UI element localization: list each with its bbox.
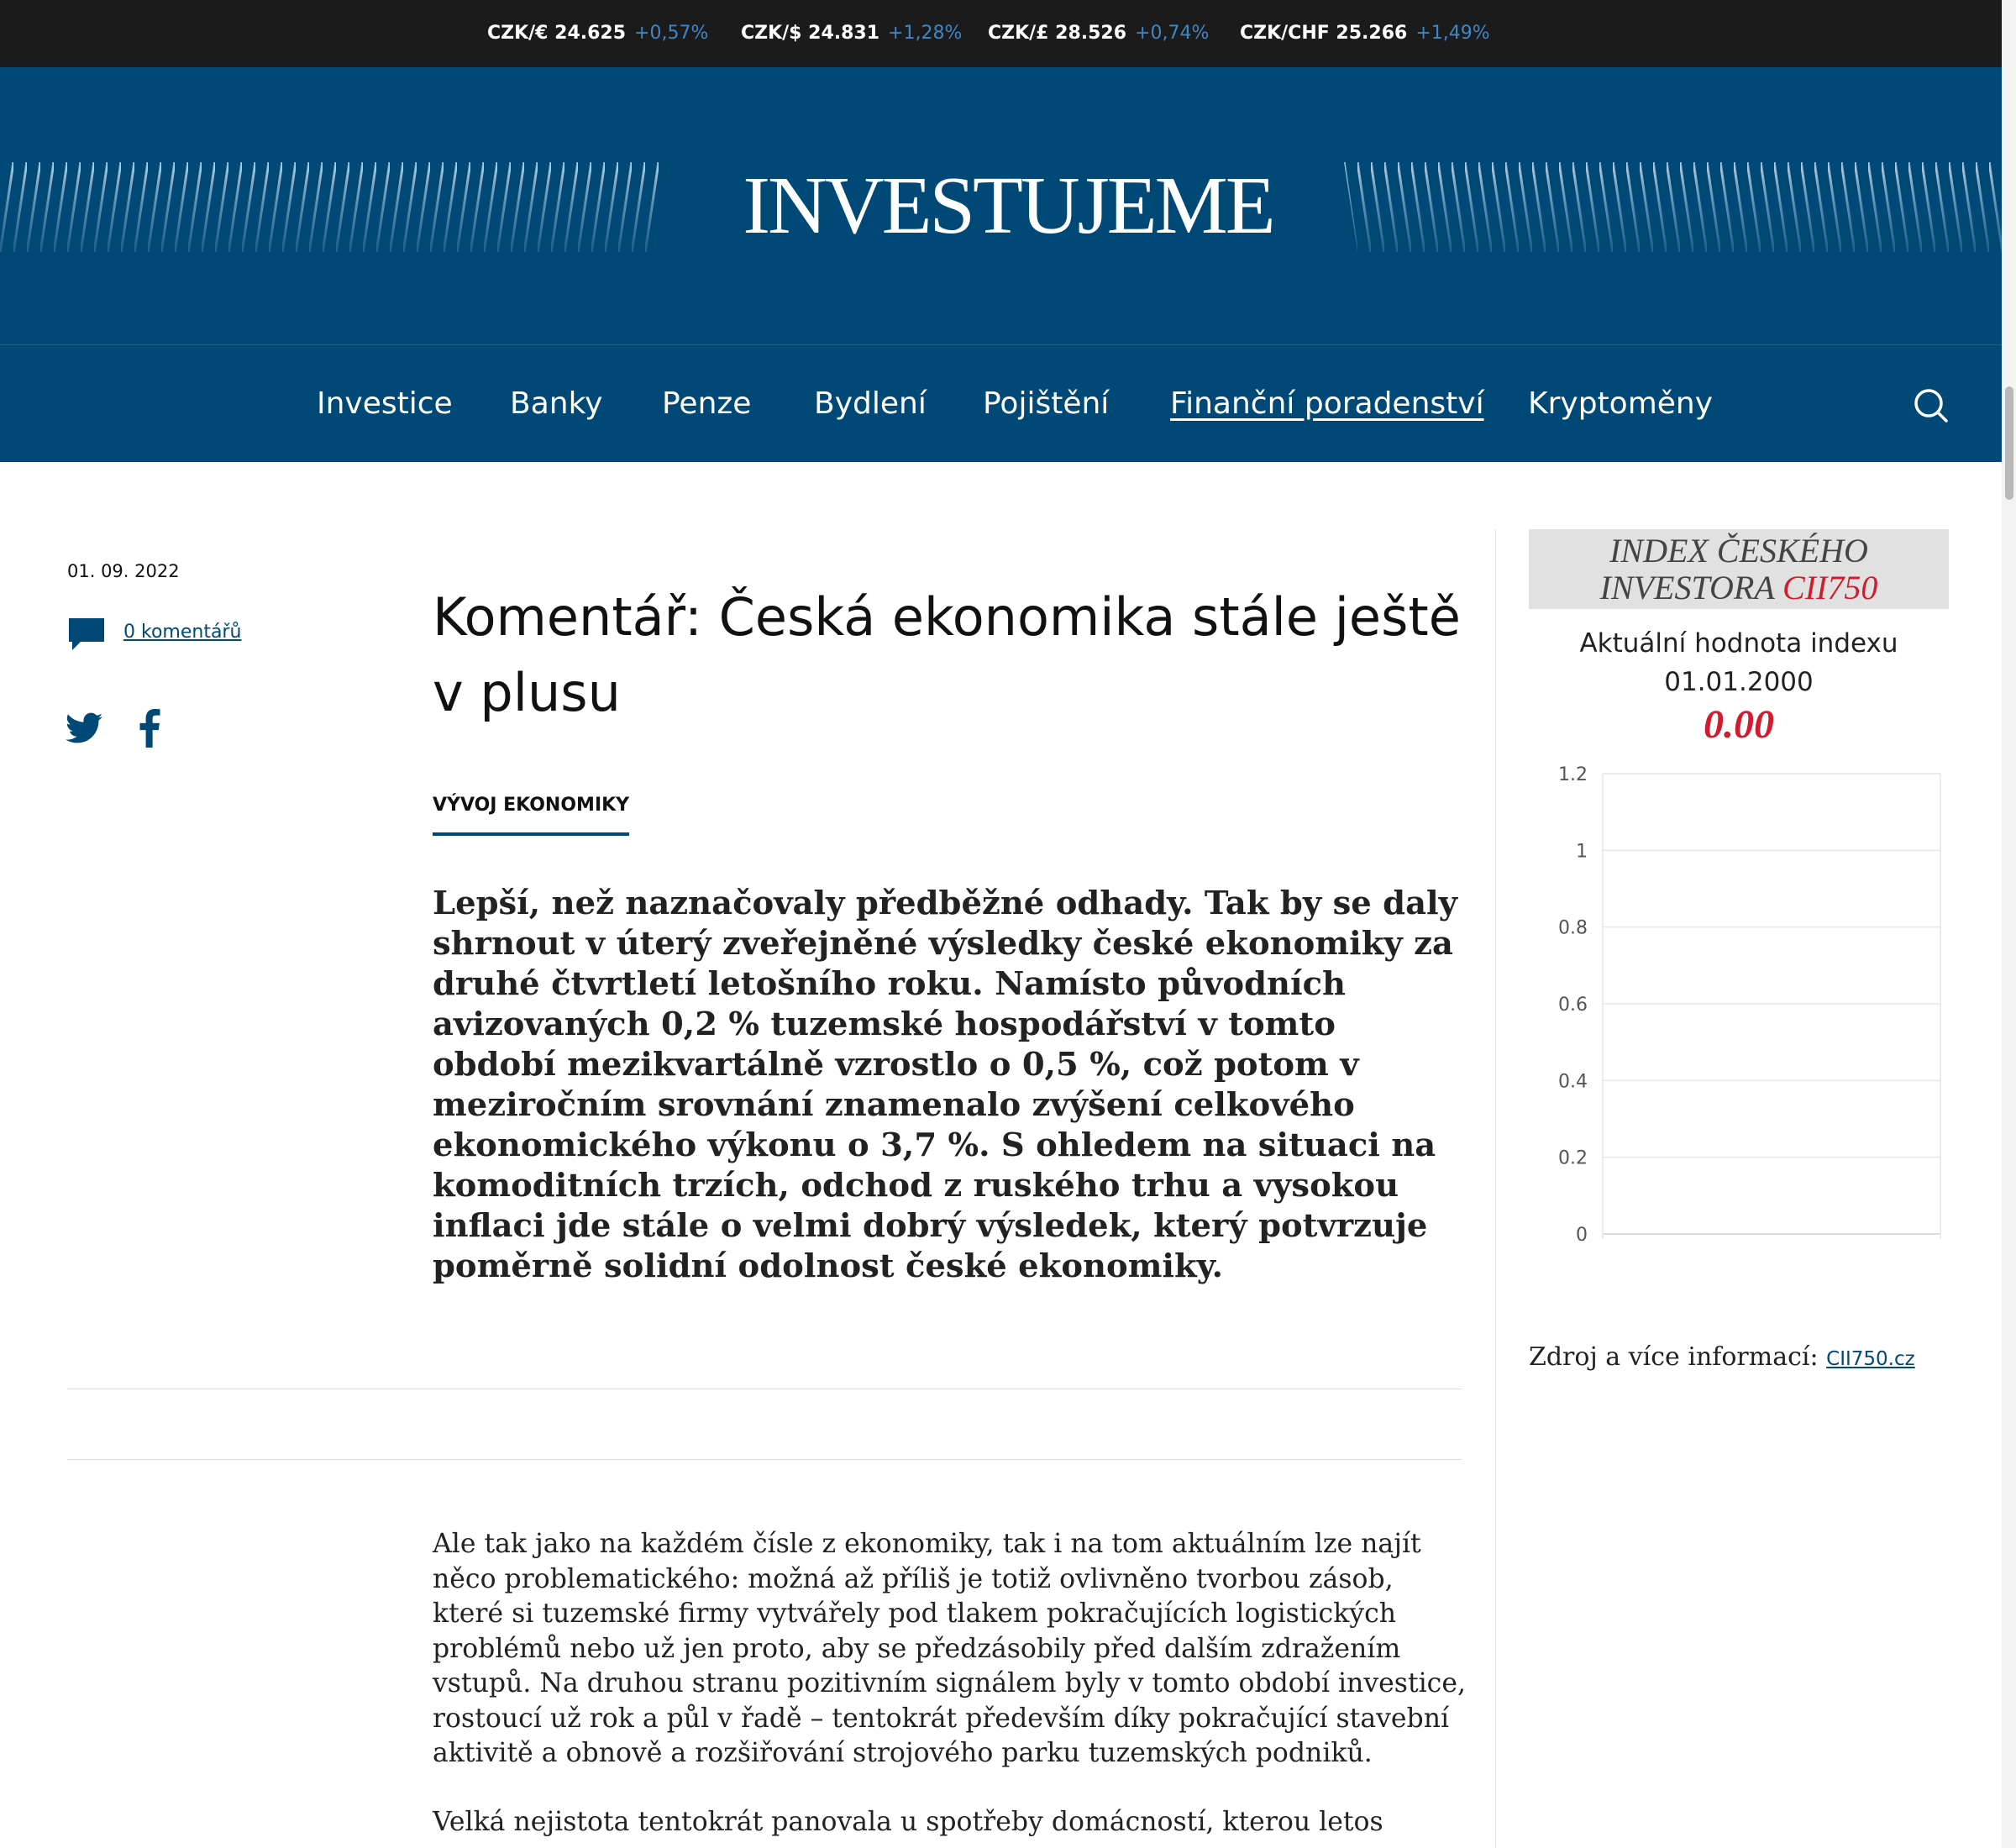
facebook-icon[interactable] [139, 709, 160, 748]
masthead [0, 67, 2016, 344]
ticker-rate: CZK/€ 24.625 [487, 23, 627, 44]
nav-item-pojisteni[interactable]: Pojištění [983, 386, 1110, 421]
chart-y-tick-label: 0.6 [1558, 995, 1588, 1016]
article-perex: Lepší, než naznačovaly předběžné odhady. Tak by se daly shrnout v úterý zveřejněné výsledky české ekonomiky za druhé čtvrtletí letošního roku. Namísto původních avizovaných 0,2 % tuzemské hospodářství v tomto období mezikvartálně vzrostlo o 0,5 %, což potom v meziročním srovnání znamenalo zvýšení celkového ekonomického výkonu o 3,7 %. S ohledem na situaci na komoditních trzích, odchod z ruského trhu a vysokou inflaci jde stále o velmi dobrý výsledek, který potvrzuje poměrně solidní odolnost české ekonomiky. [433, 885, 1458, 1285]
ticker-item [487, 0, 708, 67]
nav-item-penze[interactable]: Penze [662, 386, 752, 421]
chart-y-tick-label: 0.8 [1558, 917, 1588, 939]
page-scrollbar[interactable] [2002, 0, 2016, 1848]
ticker-change: +1,49% [1415, 23, 1490, 44]
decorative-hatch-right [1344, 162, 2016, 252]
nav-item-investice[interactable]: Investice [317, 386, 453, 421]
search-icon[interactable] [1914, 388, 1949, 423]
nav-item-bydleni[interactable]: Bydlení [814, 386, 927, 421]
nav-item-banky[interactable]: Banky [510, 386, 603, 421]
main-nav [0, 344, 2016, 462]
nav-item-financni-poradenstvi[interactable]: Finanční poradenství [1170, 386, 1484, 421]
ticker-change: +0,57% [634, 23, 709, 44]
ticker-item [988, 0, 1209, 67]
twitter-icon[interactable] [66, 712, 102, 744]
decorative-hatch-left [0, 162, 670, 252]
category-tag[interactable]: VÝVOJ EKONOMIKY [433, 795, 629, 836]
ticker-change: +0,74% [1135, 23, 1210, 44]
article-paragraph: Velká nejistota tentokrát panovala u spotřeby domácností, kterou letos [433, 1807, 1383, 1837]
source-info [1529, 1342, 1915, 1372]
index-widget-title [1529, 529, 1949, 609]
article-title: Komentář: Česká ekonomika stále ještě v plusu [433, 586, 1461, 723]
chart-y-tick-label: 1.2 [1558, 764, 1588, 785]
index-widget-title-accent: CII750 [1782, 569, 1878, 606]
ticker-item [1240, 0, 1490, 67]
index-date: 01.01.2000 [1664, 667, 1814, 697]
comments-link[interactable]: 0 komentářů [123, 622, 242, 643]
chart-y-tick-label: 1 [1576, 841, 1588, 863]
ticker-rate: CZK/$ 24.831 [741, 23, 880, 44]
article-date: 01. 09. 2022 [67, 561, 180, 581]
ticker-change: +1,28% [888, 23, 963, 44]
chart-y-tick-label: 0.4 [1558, 1071, 1588, 1093]
site-logo[interactable]: INVESTUJEME [743, 160, 1273, 251]
article-paragraph: Ale tak jako na každém čísle z ekonomiky, tak i na tom aktuálním lze najít něco problematického: možná až příliš je totiž ovlivněno tvorbou zásob, které si tuzemské firmy vytvářely pod tlakem pokračujících logistických problémů nebo už jen proto, aby se předzásobily před dalším zdražením vstupů. Na druhou stranu pozitivním signálem byly v tomto období investice, rostoucí už rok a půl v řadě – tentokrát především díky pokračující stavební aktivitě a obnově a rozšiřování strojového parku tuzemských podniků. [433, 1529, 1466, 1768]
chart-y-tick-label: 0 [1576, 1225, 1588, 1246]
index-value: 0.00 [1704, 702, 1774, 747]
comment-icon [69, 618, 104, 652]
nav-item-kryptomeny[interactable]: Kryptoměny [1528, 386, 1714, 421]
scrollbar-thumb[interactable] [2005, 386, 2013, 500]
index-widget-title-text: INDEX ČESKÉHO INVESTORA [1599, 532, 1868, 606]
currency-ticker [0, 0, 2016, 67]
source-label: Zdroj a více informací: [1529, 1342, 1819, 1372]
source-link[interactable]: CII750.cz [1826, 1348, 1915, 1370]
ticker-item [741, 0, 962, 67]
chart-y-tick-label: 0.2 [1558, 1147, 1588, 1169]
ticker-rate: CZK/£ 28.526 [988, 23, 1127, 44]
sidebar-divider [1495, 529, 1496, 1848]
divider [67, 1459, 1462, 1460]
ticker-rate: CZK/CHF 25.266 [1240, 23, 1408, 44]
index-subtitle: Aktuální hodnota indexu [1579, 628, 1898, 659]
index-chart [1529, 756, 1949, 1260]
